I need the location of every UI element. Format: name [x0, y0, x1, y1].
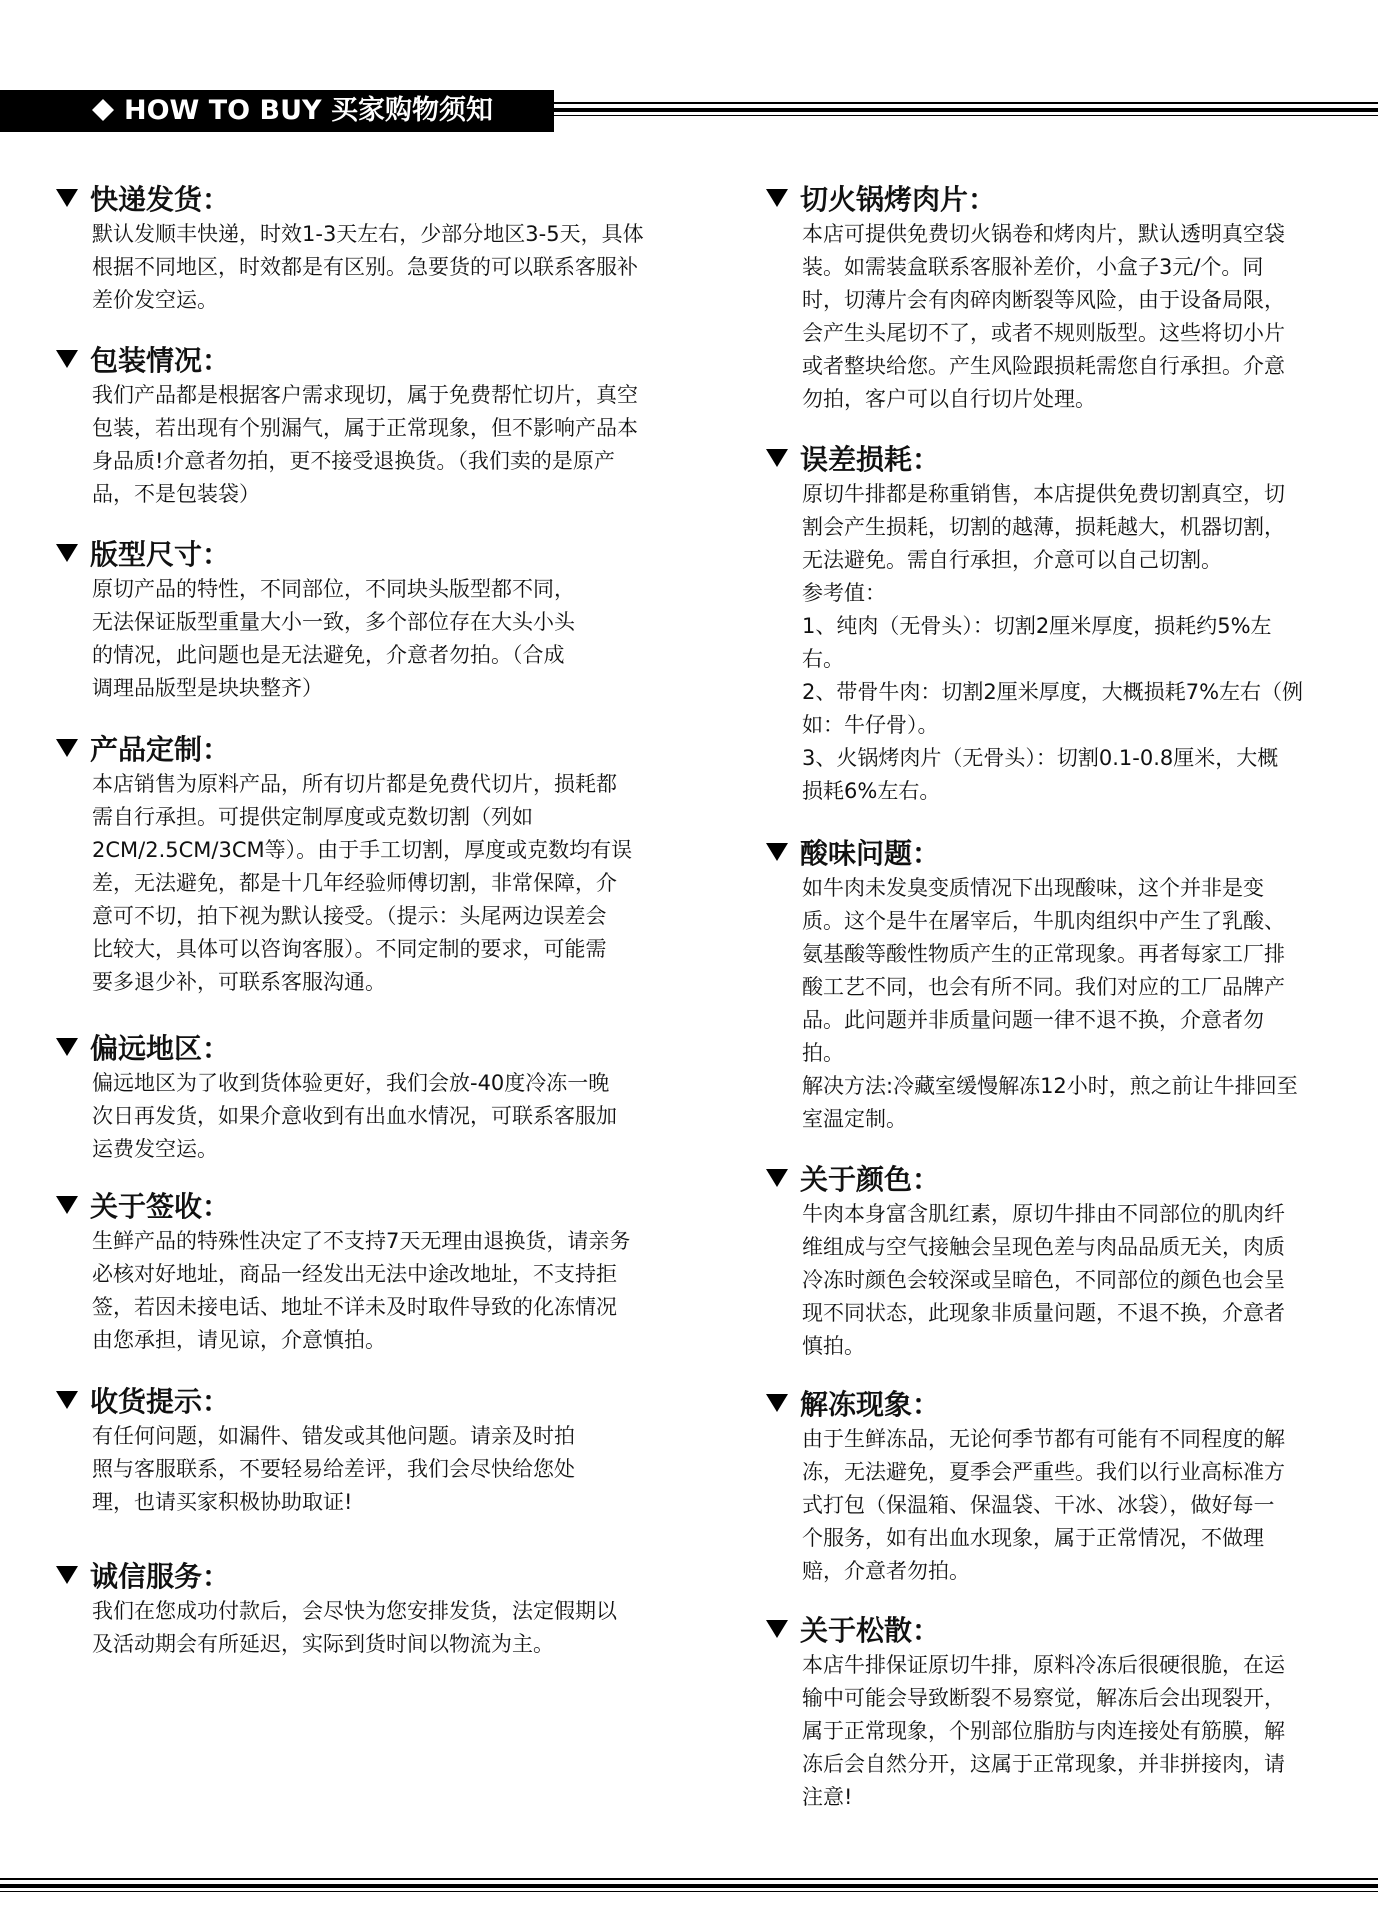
header-bar: [0, 90, 554, 132]
body-line: 2CM/2.5CM/3CM等）。由于手工切割，厚度或克数均有误: [92, 838, 633, 862]
body-line: 无法避免。需自行承担，介意可以自己切割。: [802, 548, 1222, 572]
page-title: HOW TO BUY 买家购物须知: [124, 95, 493, 126]
info-section: [56, 1031, 676, 1166]
section-title-text: 误差损耗：: [800, 443, 941, 476]
header-rule: [554, 102, 1378, 116]
body-line: 维组成与空气接触会呈现色差与肉品品质无关，肉质: [802, 1235, 1285, 1259]
body-line: 签，若因未接电话、地址不详未及时取件导致的化冻情况: [92, 1295, 617, 1319]
section-body: [802, 478, 1332, 808]
section-title: [56, 537, 676, 573]
section-body: [802, 1649, 1332, 1814]
body-line: 生鲜产品的特殊性决定了不支持7天无理由退换货，请亲务: [92, 1229, 631, 1253]
body-line: 差价发空运。: [92, 288, 218, 312]
body-line: 由于生鲜冻品，无论何季节都有可能有不同程度的解: [802, 1427, 1285, 1451]
body-line: 比较大，具体可以咨询客服）。不同定制的要求，可能需: [92, 937, 607, 961]
body-line: 割会产生损耗，切割的越薄，损耗越大，机器切割，: [802, 515, 1285, 539]
body-line: 由您承担，请见谅，介意慎拍。: [92, 1328, 386, 1352]
section-body: [92, 1595, 676, 1661]
body-line: 输中可能会导致断裂不易察觉，解冻后会出现裂开，: [802, 1686, 1285, 1710]
body-line: 本店可提供免费切火锅卷和烤肉片，默认透明真空袋: [802, 222, 1285, 246]
triangle-bullet-icon: [766, 1169, 788, 1187]
body-line: 我们在您成功付款后，会尽快为您安排发货，法定假期以: [92, 1599, 617, 1623]
diamond-icon: [92, 99, 114, 121]
triangle-bullet-icon: [56, 544, 78, 562]
section-body: [802, 1423, 1332, 1588]
section-title-text: 版型尺寸：: [90, 538, 231, 571]
triangle-bullet-icon: [766, 449, 788, 467]
section-body: [92, 1225, 676, 1357]
body-line: 损耗6%左右。: [802, 779, 941, 803]
body-line: 照与客服联系，不要轻易给差评，我们会尽快给您处: [92, 1457, 575, 1481]
section-body: [802, 872, 1332, 1136]
section-title: [766, 1613, 1332, 1649]
section-title-text: 切火锅烤肉片：: [800, 183, 997, 216]
section-body: [802, 218, 1332, 416]
body-line: 我们产品都是根据客户需求现切，属于免费帮忙切片，真空: [92, 383, 638, 407]
body-line: 原切牛排都是称重销售，本店提供免费切割真空，切: [802, 482, 1285, 506]
info-section: [56, 182, 676, 317]
body-line: 包装，若出现有个别漏气，属于正常现象，但不影响产品本: [92, 416, 638, 440]
body-line: 意可不切，拍下视为默认接受。（提示：头尾两边误差会: [92, 904, 607, 928]
section-body: [92, 573, 676, 705]
section-body: [92, 379, 676, 511]
triangle-bullet-icon: [56, 1391, 78, 1409]
section-title-text: 收货提示：: [90, 1385, 231, 1418]
body-line: 或者整块给您。产生风险跟损耗需您自行承担。介意: [802, 354, 1285, 378]
body-line: 默认发顺丰快递，时效1-3天左右，少部分地区3-5天，具体: [92, 222, 644, 246]
section-title-text: 快递发货：: [90, 183, 231, 216]
triangle-bullet-icon: [56, 350, 78, 368]
info-section: [56, 537, 676, 705]
section-title: [766, 182, 1332, 218]
triangle-bullet-icon: [56, 739, 78, 757]
section-title: [56, 1031, 676, 1067]
section-body: [92, 218, 676, 317]
triangle-bullet-icon: [766, 189, 788, 207]
body-line: 本店销售为原料产品，所有切片都是免费代切片，损耗都: [92, 772, 617, 796]
triangle-bullet-icon: [56, 1038, 78, 1056]
left-column: [56, 182, 676, 1661]
body-line: 无法保证版型重量大小一致，多个部位存在大头小头: [92, 610, 575, 634]
body-line: 拍。: [802, 1041, 844, 1065]
info-section: [56, 1189, 676, 1357]
section-title-text: 偏远地区：: [90, 1032, 231, 1065]
body-line: 装。如需装盒联系客服补差价，小盒子3元/个。同: [802, 255, 1264, 279]
section-title-text: 酸味问题：: [800, 837, 941, 870]
info-section: [766, 836, 1332, 1136]
body-line: 个服务，如有出血水现象，属于正常情况，不做理: [802, 1526, 1264, 1550]
body-line: 时，切薄片会有肉碎肉断裂等风险，由于设备局限，: [802, 288, 1285, 312]
info-section: [766, 1387, 1332, 1588]
body-line: 勿拍，客户可以自行切片处理。: [802, 387, 1096, 411]
body-line: 2、带骨牛肉：切割2厘米厚度，大概损耗7%左右（例: [802, 680, 1304, 704]
info-section: [56, 1384, 676, 1519]
info-section: [766, 182, 1332, 416]
body-line: 右。: [802, 647, 844, 671]
body-line: 1、纯肉（无骨头）：切割2厘米厚度，损耗约5%左: [802, 614, 1272, 638]
body-line: 如牛肉未发臭变质情况下出现酸味，这个并非是变: [802, 876, 1264, 900]
body-line: 冷冻时颜色会较深或呈暗色，不同部位的颜色也会呈: [802, 1268, 1285, 1292]
body-line: 必核对好地址，商品一经发出无法中途改地址，不支持拒: [92, 1262, 617, 1286]
section-body: [92, 768, 676, 999]
body-line: 属于正常现象，个别部位脂肪与肉连接处有筋膜，解: [802, 1719, 1285, 1743]
info-section: [56, 1559, 676, 1661]
right-column: [766, 182, 1332, 1814]
section-title-text: 产品定制：: [90, 733, 231, 766]
body-line: 质。这个是牛在屠宰后，牛肌肉组织中产生了乳酸、: [802, 909, 1285, 933]
body-line: 冻后会自然分开，这属于正常现象，并非拼接肉，请: [802, 1752, 1285, 1776]
body-line: 根据不同地区，时效都是有区别。急要货的可以联系客服补: [92, 255, 638, 279]
body-line: 需自行承担。可提供定制厚度或克数切割（列如: [92, 805, 533, 829]
section-title: [766, 1387, 1332, 1423]
triangle-bullet-icon: [766, 1620, 788, 1638]
body-line: 要多退少补，可联系客服沟通。: [92, 970, 386, 994]
body-line: 差，无法避免，都是十几年经验师傅切割，非常保障，介: [92, 871, 617, 895]
triangle-bullet-icon: [56, 1196, 78, 1214]
body-line: 的情况，此问题也是无法避免，介意者勿拍。（合成: [92, 643, 565, 667]
body-line: 运费发空运。: [92, 1137, 218, 1161]
body-line: 如：牛仔骨）。: [802, 713, 939, 737]
body-line: 理，也请买家积极协助取证!: [92, 1490, 353, 1514]
body-line: 酸工艺不同，也会有所不同。我们对应的工厂品牌产: [802, 975, 1285, 999]
body-line: 品，不是包装袋）: [92, 482, 260, 506]
info-section: [766, 442, 1332, 808]
body-line: 现不同状态，此现象非质量问题，不退不换，介意者: [802, 1301, 1285, 1325]
body-line: 赔，介意者勿拍。: [802, 1559, 970, 1583]
triangle-bullet-icon: [56, 189, 78, 207]
body-line: 调理品版型是块块整齐）: [92, 676, 323, 700]
section-title-text: 关于签收：: [90, 1190, 231, 1223]
body-line: 原切产品的特性，不同部位，不同块头版型都不同，: [92, 577, 575, 601]
body-line: 参考值：: [802, 581, 886, 605]
body-line: 有任何问题，如漏件、错发或其他问题。请亲及时拍: [92, 1424, 575, 1448]
info-section: [766, 1613, 1332, 1814]
body-line: 偏远地区为了收到货体验更好，我们会放-40度冷冻一晚: [92, 1071, 610, 1095]
triangle-bullet-icon: [766, 1394, 788, 1412]
body-line: 式打包（保温箱、保温袋、干冰、冰袋），做好每一: [802, 1493, 1275, 1517]
triangle-bullet-icon: [56, 1566, 78, 1584]
body-line: 3、火锅烤肉片（无骨头）：切割0.1-0.8厘米，大概: [802, 746, 1279, 770]
section-title: [56, 1384, 676, 1420]
section-title-text: 诚信服务：: [90, 1560, 231, 1593]
body-line: 慎拍。: [802, 1334, 865, 1358]
footer-rule: [0, 1878, 1378, 1892]
info-section: [56, 732, 676, 999]
section-title: [56, 1559, 676, 1595]
section-title: [766, 836, 1332, 872]
section-title: [56, 343, 676, 379]
body-line: 及活动期会有所延迟，实际到货时间以物流为主。: [92, 1632, 554, 1656]
body-line: 牛肉本身富含肌红素，原切牛排由不同部位的肌肉纤: [802, 1202, 1285, 1226]
section-body: [92, 1420, 676, 1519]
body-line: 注意!: [802, 1785, 853, 1809]
body-line: 身品质!介意者勿拍，更不接受退换货。（我们卖的是原产: [92, 449, 615, 473]
section-title: [766, 1162, 1332, 1198]
section-body: [802, 1198, 1332, 1363]
section-title-text: 解冻现象：: [800, 1388, 941, 1421]
body-line: 解决方法:冷藏室缓慢解冻12小时，煎之前让牛排回至: [802, 1074, 1298, 1098]
body-line: 冻，无法避免，夏季会严重些。我们以行业高标准方: [802, 1460, 1285, 1484]
section-title: [56, 732, 676, 768]
body-line: 次日再发货，如果介意收到有出血水情况，可联系客服加: [92, 1104, 617, 1128]
body-line: 品。此问题并非质量问题一律不退不换，介意者勿: [802, 1008, 1264, 1032]
section-title-text: 包装情况：: [90, 344, 231, 377]
section-title-text: 关于颜色：: [800, 1163, 941, 1196]
section-body: [92, 1067, 676, 1166]
section-title: [56, 1189, 676, 1225]
body-line: 本店牛排保证原切牛排，原料冷冻后很硬很脆，在运: [802, 1653, 1285, 1677]
triangle-bullet-icon: [766, 843, 788, 861]
section-title: [56, 182, 676, 218]
info-section: [766, 1162, 1332, 1363]
section-title-text: 关于松散：: [800, 1614, 941, 1647]
section-title: [766, 442, 1332, 478]
body-line: 室温定制。: [802, 1107, 907, 1131]
body-line: 氨基酸等酸性物质产生的正常现象。再者每家工厂排: [802, 942, 1285, 966]
body-line: 会产生头尾切不了，或者不规则版型。这些将切小片: [802, 321, 1285, 345]
info-section: [56, 343, 676, 511]
